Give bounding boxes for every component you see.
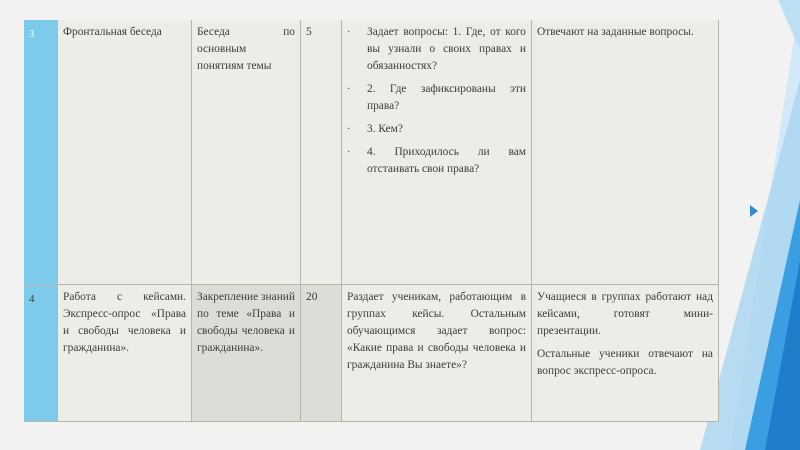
activity-form-text: Фронтальная беседа	[63, 26, 162, 38]
activity-content-cell	[192, 285, 301, 422]
teacher-question-item	[347, 144, 526, 178]
students-activity-paragraph: Остальные ученики отвечают на вопрос экспресс-опроса.	[537, 348, 713, 377]
activity-content-text: Закрепление знаний по теме «Права и свободы человека и гражданина».	[197, 291, 295, 354]
teacher-question-item	[347, 81, 526, 115]
activity-form-cell	[58, 285, 192, 422]
teacher-question-text: 4. Приходилось ли вам отстаивать свои права?	[367, 146, 526, 175]
teacher-question-text: 2. Где зафиксированы эти права?	[367, 83, 526, 112]
bullet: ·	[347, 84, 351, 95]
lesson-plan-table	[24, 20, 719, 422]
students-activity-text: Отвечают на заданные вопросы.	[537, 26, 694, 38]
deco-corner-arrow	[750, 205, 758, 217]
students-activity-paragraph: Учащиеся в группах работают над кейсами, готовят мини-презентации.	[537, 291, 713, 337]
bullet: ·	[347, 147, 351, 158]
activity-content-cell	[192, 20, 301, 285]
deco-shard-5	[778, 0, 800, 50]
teacher-question-text: Задает вопросы: 1. Где, от кого вы узнали о своих правах и обязанностях?	[367, 26, 526, 72]
row-number: 3	[24, 20, 58, 285]
bullet: ·	[347, 124, 351, 135]
activity-form-text: Работа с кейсами. Экспресс-опрос «Права и свободы человека и гражданина».	[63, 291, 186, 354]
row-number: 4	[24, 285, 58, 422]
students-activity-cell	[532, 285, 719, 422]
teacher-activity-text: Раздает ученикам, работающим в группах кейсы. Остальным обучающимся задает вопрос: «Какие права и свободы человека и гражданина Вы знаете»?	[347, 291, 526, 371]
time-value: 20	[306, 291, 318, 303]
teacher-activity-cell	[342, 20, 532, 285]
activity-content-text: Беседа по основным понятиям темы	[197, 26, 295, 72]
time-value: 5	[306, 26, 312, 38]
teacher-question-item	[347, 121, 526, 138]
teacher-activity-cell	[342, 285, 532, 422]
students-activity-cell	[532, 20, 719, 285]
activity-form-cell	[58, 20, 192, 285]
teacher-question-text: 3. Кем?	[367, 123, 403, 135]
time-cell	[301, 285, 342, 422]
teacher-question-item	[347, 24, 526, 75]
bullet: ·	[347, 27, 351, 38]
time-cell	[301, 20, 342, 285]
